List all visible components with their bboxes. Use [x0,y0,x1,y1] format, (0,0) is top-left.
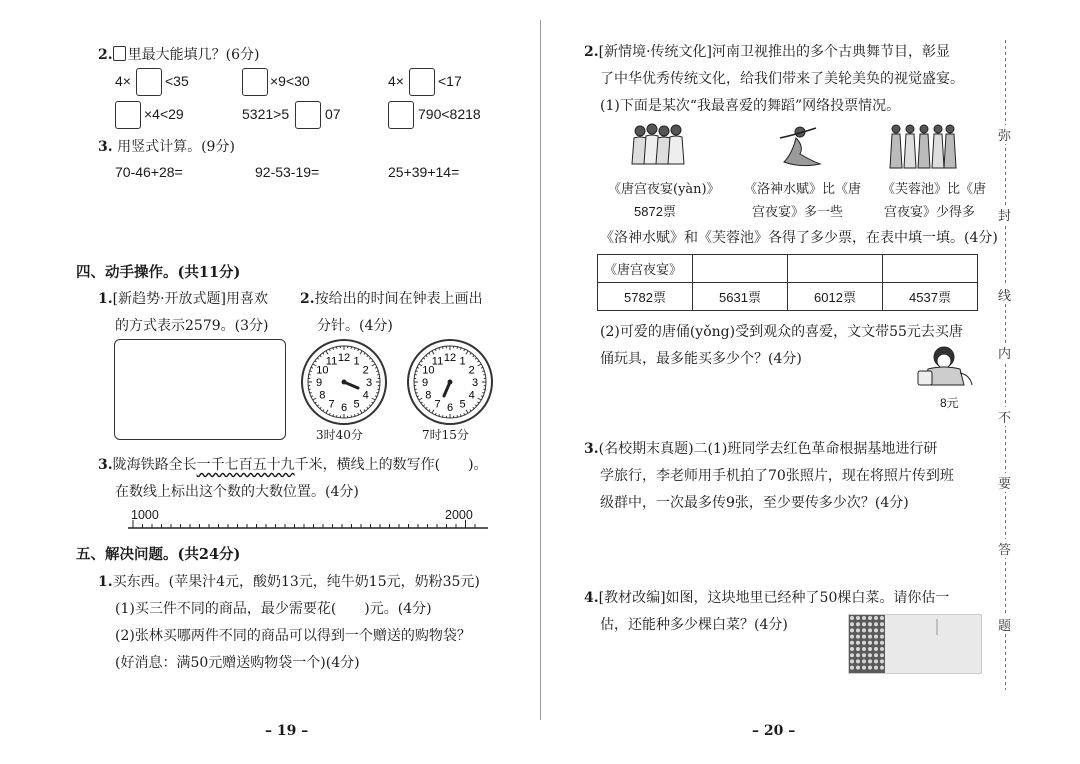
clock-number: 7 [434,398,441,411]
clock-number: 7 [328,398,335,411]
sec5-q1-line: 1.买东西。(苹果汁4元，酸奶13元，纯牛奶15元，奶粉35元) [98,574,480,590]
clock-face-1[interactable] [300,338,388,426]
dancers-illustration-1 [628,122,688,168]
dancer-illustration-2 [770,124,826,170]
answer-box[interactable] [242,68,268,96]
card-desc-2: 宫夜宴》多一些 [752,205,844,220]
sec4-q1-line1: 1.[新趋势·开放式题]用喜欢 [98,291,268,307]
clock-number: 11 [325,355,338,368]
left-q3-heading: 3. 用竖式计算。(9分) [98,139,235,155]
clock-face-2[interactable] [406,338,494,426]
sec5-q1-sub2: (2)张林买哪两件不同的商品可以得到一个赠送的购物袋？ [115,628,471,644]
sec5-q1-sub1: (1)买三件不同的商品，最少需要花( )元。(4分) [115,601,432,617]
clock-number: 8 [425,389,432,402]
answer-box[interactable] [136,68,162,96]
clock-number: 9 [421,377,429,389]
price-tag: 8元 [940,396,959,410]
right-q2-sub2-line2: 俑玩具，最多能买多少个？(4分) [600,351,802,367]
clock-number: 2 [362,364,369,377]
page-number-left: – 19 – [265,723,309,739]
q2-item-3-post: <17 [438,73,462,89]
right-q2-sub1: (1)下面是某次“我最喜爱的舞蹈”网络投票情况。 [600,98,901,114]
sec4-q3-line2: 在数线上标出这个数的大数位置。(4分) [115,484,359,500]
dancers-illustration-3 [886,122,958,170]
page-divider [540,20,541,720]
right-q3-line3: 级群中，一次最多传9张，至少要传多少次？(4分) [600,495,909,511]
card-title-2: 《洛神水赋》比《唐 [744,182,862,197]
card-title-3: 《芙蓉池》比《唐 [882,182,987,197]
table-cell: 6012票 [788,283,883,311]
clock-number: 6 [340,402,348,414]
right-q4-line1: 4.[教材改编]如图，这块地里已经种了50棵白菜。请你估一 [584,590,950,606]
axis-end-label: 2000 [445,508,473,522]
answer-box[interactable] [388,101,414,129]
answer-box[interactable] [409,68,435,96]
axis-start-label: 1000 [131,508,159,522]
clock-label-1: 3时40分 [316,428,363,442]
table-cell: 5782票 [598,283,693,311]
q2-item-1: 4× [115,73,131,89]
clock-number: 9 [315,377,323,389]
card-desc-1: 5872票 [634,204,676,219]
clock-number: 8 [319,389,326,402]
sec5-q1-sub3: (好消息：满50元赠送购物袋一个)(4分) [115,655,360,671]
drawing-answer-box[interactable] [114,339,286,440]
clock-number: 6 [446,402,454,414]
clock-number: 5 [459,398,466,411]
table-cell[interactable] [788,255,883,283]
table-cell: 5631票 [693,283,788,311]
right-q4-line2: 估，还能种多少棵白菜？(4分) [600,617,788,633]
fill-instruction: 《洛神水赋》和《芙蓉池》各得了多少票，在表中填一填。(4分) [600,230,998,246]
clock-number: 4 [468,389,475,402]
sec4-q3-line1: 3.陇海铁路全长一千七百五十九千米，横线上的数写作( )。 [98,457,488,473]
q2-item-3-pre: 4× [388,73,404,89]
clock-number: 3 [471,377,479,389]
clock-number: 12 [337,352,351,364]
right-q2-line2: 了中华优秀传统文化，给我们带来了美轮美奂的视觉盛宴。 [600,71,964,87]
sec4-q1-line2: 的方式表示2579。(3分) [115,318,269,334]
table-cell: 《唐宫夜宴》 [598,255,693,283]
q2-item-2-post: ×9<30 [270,73,310,89]
table-cell[interactable] [883,255,978,283]
vote-table [597,254,978,311]
sec4-q2-line1: 2.按给出的时间在钟表上画出 [300,291,483,307]
blank-box-icon [113,46,126,61]
clock-number: 4 [362,389,369,402]
cabbage-field-image [848,614,982,674]
table-row [598,283,978,311]
calc-item: 70-46+28= [115,164,183,180]
figurine-toy-illustration [914,345,974,391]
number-line[interactable] [128,520,488,534]
page-number-right: – 20 – [752,723,796,739]
clock-number: 11 [431,355,444,368]
clock-number: 10 [316,364,329,377]
q2-item-6-post: 790<8218 [418,106,481,122]
right-q2-line1: 2.[新情境·传统文化]河南卫视推出的多个古典舞节目，彰显 [584,44,950,60]
cabbage-grid-pattern [849,615,981,673]
sec4-q2-line2: 分针。(4分) [317,318,393,334]
clock-number: 1 [459,355,466,368]
table-row [598,255,978,283]
q2-item-1-post: <35 [165,73,189,89]
table-cell[interactable] [693,255,788,283]
answer-box[interactable] [115,101,141,129]
right-q3-line1: 3.(名校期末真题)二(1)班同学去红色革命根据基地进行研 [584,441,938,457]
clock-number: 1 [353,355,360,368]
clock-number: 2 [468,364,475,377]
card-desc-3: 宫夜宴》少得多 [884,205,976,220]
right-q2-sub2-line1: (2)可爱的唐俑(yǒng)受到观众的喜爱，文文带55元去买唐 [600,324,963,340]
clock-number: 3 [365,377,373,389]
calc-item: 92-53-19= [255,164,320,180]
right-q3-line2: 学旅行，李老师用手机拍了70张照片，现在将照片传到班 [600,468,954,484]
table-cell: 4537票 [883,283,978,311]
clock-number: 10 [422,364,435,377]
answer-box[interactable] [295,101,321,129]
left-q2-heading: 2. 里最大能填几？(6分) [98,47,260,63]
calc-item: 25+39+14= [388,164,460,180]
section-5-title: 五、解决问题。(共24分) [76,546,241,563]
q2-item-4-post: ×4<29 [144,106,184,122]
q2-item-5-post: 07 [325,106,341,122]
clock-number: 5 [353,398,360,411]
q2-item-5-pre: 5321>5 [242,106,290,122]
card-title-1: 《唐宫夜宴(yàn)》 [608,182,720,197]
section-4-title: 四、动手操作。(共11分) [76,264,241,281]
clock-label-2: 7时15分 [422,428,469,442]
clock-number: 12 [443,352,457,364]
